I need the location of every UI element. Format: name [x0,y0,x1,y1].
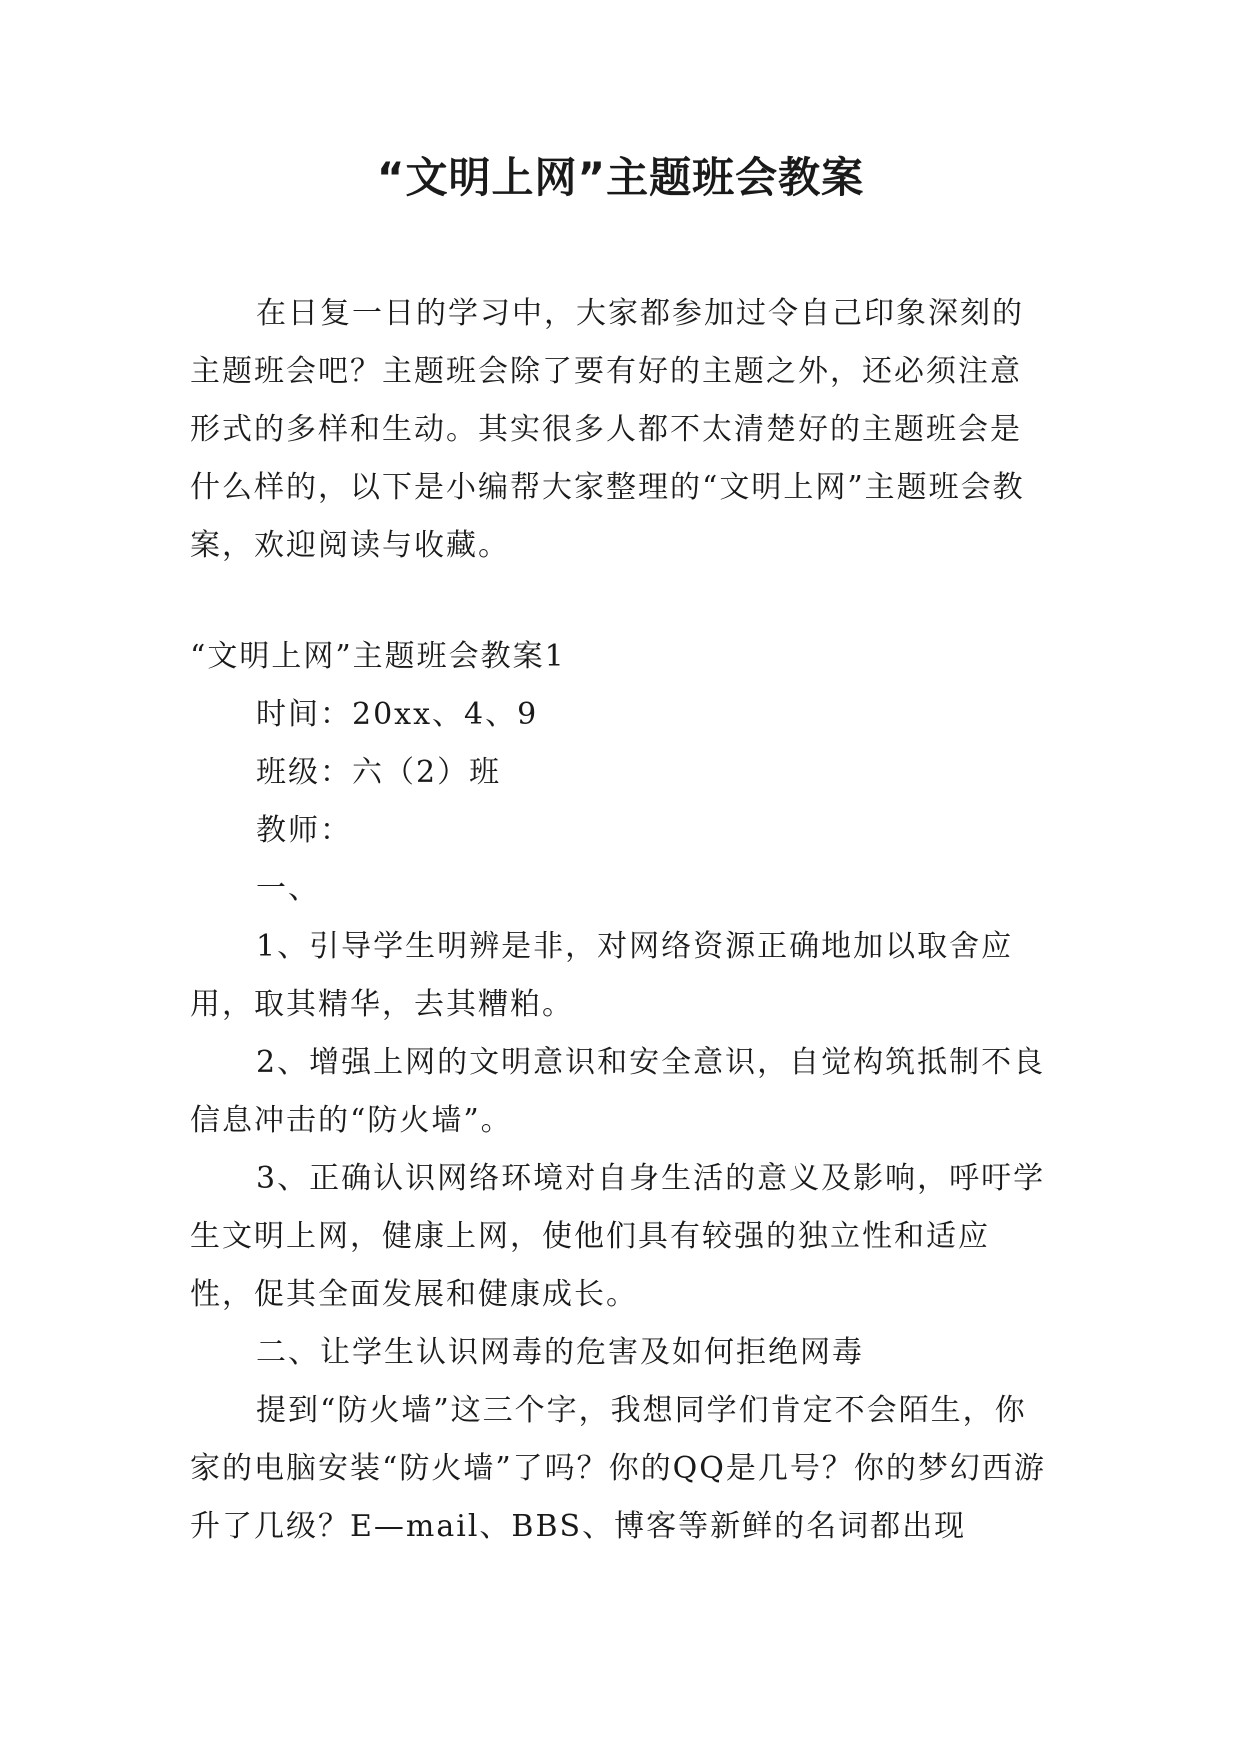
lesson-plan-section [190,628,1052,1556]
part-two-heading: 二、让学生认识网毒的危害及如何拒绝网毒 [256,1335,864,1370]
objective-item-1: 1、引导学生明辨是非，对网络资源正确地加以取舍应用，取其精华，去其糟粕。 [190,929,1014,1022]
part-one-heading: 一、 [256,871,320,906]
class-line: 班级：六（2）班 [256,755,502,790]
body-paragraph: 提到“防火墙”这三个字，我想同学们肯定不会陌生，你家的电脑安装“防火墙”了吗？你的QQ是几号？你的梦幻西游升了几级？E—mail、BBS、博客等新鲜的名词都出现 [190,1393,1046,1544]
objective-item-3: 3、正确认识网络环境对自身生活的意义及影响，呼吁学生文明上网，健康上网，使他们具有较强的独立性和适应性，促其全面发展和健康成长。 [190,1161,1046,1312]
time-line: 时间：20xx、4、9 [256,697,539,732]
document-title: “文明上网”主题班会教案 [376,153,865,202]
teacher-line: 教师： [256,813,352,848]
section-heading: “文明上网”主题班会教案1 [190,639,566,674]
intro-paragraph: 在日复一日的学习中，大家都参加过令自己印象深刻的主题班会吧？主题班会除了要有好的主题之外，还必须注意形式的多样和生动。其实很多人都不太清楚好的主题班会是什么样的，以下是小编帮大家整理的“文明上网”主题班会教案，欢迎阅读与收藏。 [190,296,1025,563]
objective-item-2: 2、增强上网的文明意识和安全意识，自觉构筑抵制不良信息冲击的“防火墙”。 [190,1045,1046,1138]
